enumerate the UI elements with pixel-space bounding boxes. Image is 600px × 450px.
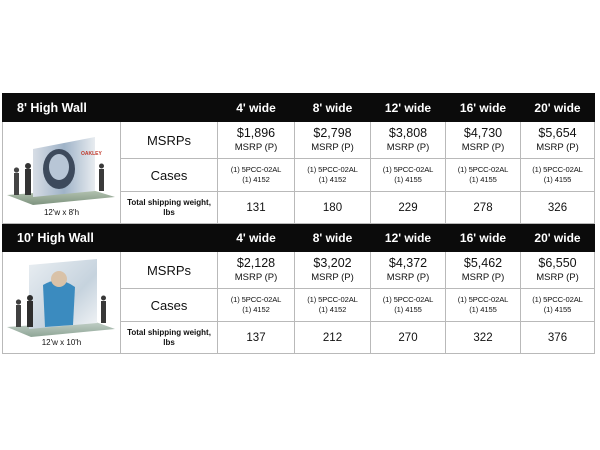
shipping-label: Total shipping weight, lbs	[121, 192, 218, 224]
column-header: 20' wide	[521, 94, 595, 122]
msrp-cell	[371, 122, 446, 159]
msrp-note: MSRP (P)	[536, 142, 579, 153]
cases-cell	[218, 159, 295, 192]
column-header: 4' wide	[218, 224, 295, 252]
msrp-cell	[521, 252, 595, 289]
case-line: (1) 5PCC-02AL	[230, 295, 282, 304]
msrp-cell	[521, 122, 595, 159]
cases-cell	[446, 159, 521, 192]
msrp-row	[3, 252, 595, 289]
weight-cell: 229	[371, 192, 446, 224]
msrp-cell	[446, 122, 521, 159]
msrp-label: MSRPs	[121, 122, 218, 159]
header-blank	[121, 94, 218, 122]
price: $3,808	[388, 126, 428, 140]
case-line: (1) 5PCC-02AL	[457, 165, 509, 174]
display-wall-illustration	[3, 125, 119, 221]
column-header: 12' wide	[371, 224, 446, 252]
weight-cell: 137	[218, 322, 295, 354]
case-line: (1) 4155	[543, 175, 572, 184]
weight-cell: 326	[521, 192, 595, 224]
cases-cell	[521, 159, 595, 192]
weight-cell: 322	[446, 322, 521, 354]
cases-cell	[521, 289, 595, 322]
msrp-note: MSRP (P)	[311, 142, 354, 153]
msrp-note: MSRP (P)	[461, 142, 505, 153]
case-line: (1) 4152	[242, 175, 270, 184]
cases-cell	[295, 159, 371, 192]
weight-cell: 180	[295, 192, 371, 224]
weight-cell: 270	[371, 322, 446, 354]
weight-cell: 212	[295, 322, 371, 354]
cases-label: Cases	[121, 289, 218, 322]
pricing-table	[2, 93, 595, 354]
price: $6,550	[538, 256, 577, 270]
msrp-note: MSRP (P)	[461, 272, 505, 283]
case-line: (1) 5PCC-02AL	[532, 295, 583, 304]
msrp-note: MSRP (P)	[234, 272, 278, 283]
msrp-cell	[446, 252, 521, 289]
column-header: 16' wide	[446, 94, 521, 122]
price: $4,730	[463, 126, 503, 140]
case-line: (1) 5PCC-02AL	[230, 165, 282, 174]
case-line: (1) 5PCC-02AL	[532, 165, 583, 174]
msrp-row	[3, 122, 595, 159]
product-image-8ft	[3, 122, 121, 224]
case-line: (1) 4152	[318, 305, 347, 314]
msrp-cell	[218, 252, 295, 289]
display-wall-illustration	[3, 255, 119, 351]
section-title: 8' High Wall	[3, 94, 121, 122]
case-line: (1) 4155	[394, 305, 422, 314]
column-header: 8' wide	[295, 94, 371, 122]
column-header: 4' wide	[218, 94, 295, 122]
case-line: (1) 4155	[469, 305, 497, 314]
case-line: (1) 4155	[394, 175, 422, 184]
msrp-label: MSRPs	[121, 252, 218, 289]
msrp-cell	[218, 122, 295, 159]
msrp-cell	[295, 252, 371, 289]
msrp-cell	[295, 122, 371, 159]
column-header: 16' wide	[446, 224, 521, 252]
price: $2,798	[313, 126, 352, 140]
msrp-note: MSRP (P)	[386, 272, 430, 283]
section-header-8ft	[3, 94, 595, 122]
msrp-note: MSRP (P)	[536, 272, 579, 283]
image-caption: 12'w x 8'h	[43, 208, 80, 217]
weight-cell: 376	[521, 322, 595, 354]
price: $2,128	[236, 256, 276, 270]
case-line: (1) 5PCC-02AL	[457, 295, 509, 304]
cases-cell	[371, 289, 446, 322]
msrp-cell	[371, 252, 446, 289]
cases-cell	[218, 289, 295, 322]
cases-cell	[446, 289, 521, 322]
section-header-10ft	[3, 224, 595, 252]
msrp-note: MSRP (P)	[311, 272, 354, 283]
column-header: 8' wide	[295, 224, 371, 252]
case-line: (1) 5PCC-02AL	[307, 295, 358, 304]
msrp-note: MSRP (P)	[234, 142, 278, 153]
price: $5,462	[463, 256, 503, 270]
shipping-label: Total shipping weight, lbs	[121, 322, 218, 354]
case-line: (1) 5PCC-02AL	[307, 165, 358, 174]
column-header: 20' wide	[521, 224, 595, 252]
price: $3,202	[313, 256, 352, 270]
weight-cell: 278	[446, 192, 521, 224]
header-blank	[121, 224, 218, 252]
image-caption: 12'w x 10'h	[41, 338, 82, 347]
column-header: 12' wide	[371, 94, 446, 122]
oakley-logo: OAKLEY	[81, 150, 102, 157]
case-line: (1) 4155	[469, 175, 497, 184]
cases-cell	[371, 159, 446, 192]
section-title: 10' High Wall	[3, 224, 121, 252]
price: $1,896	[236, 126, 276, 140]
case-line: (1) 4155	[543, 305, 572, 314]
case-line: (1) 5PCC-02AL	[382, 165, 434, 174]
product-image-10ft	[3, 252, 121, 354]
weight-cell: 131	[218, 192, 295, 224]
msrp-note: MSRP (P)	[386, 142, 430, 153]
cases-label: Cases	[121, 159, 218, 192]
cases-cell	[295, 289, 371, 322]
case-line: (1) 4152	[318, 175, 347, 184]
price: $5,654	[538, 126, 577, 140]
case-line: (1) 5PCC-02AL	[382, 295, 434, 304]
case-line: (1) 4152	[242, 305, 270, 314]
price: $4,372	[388, 256, 428, 270]
